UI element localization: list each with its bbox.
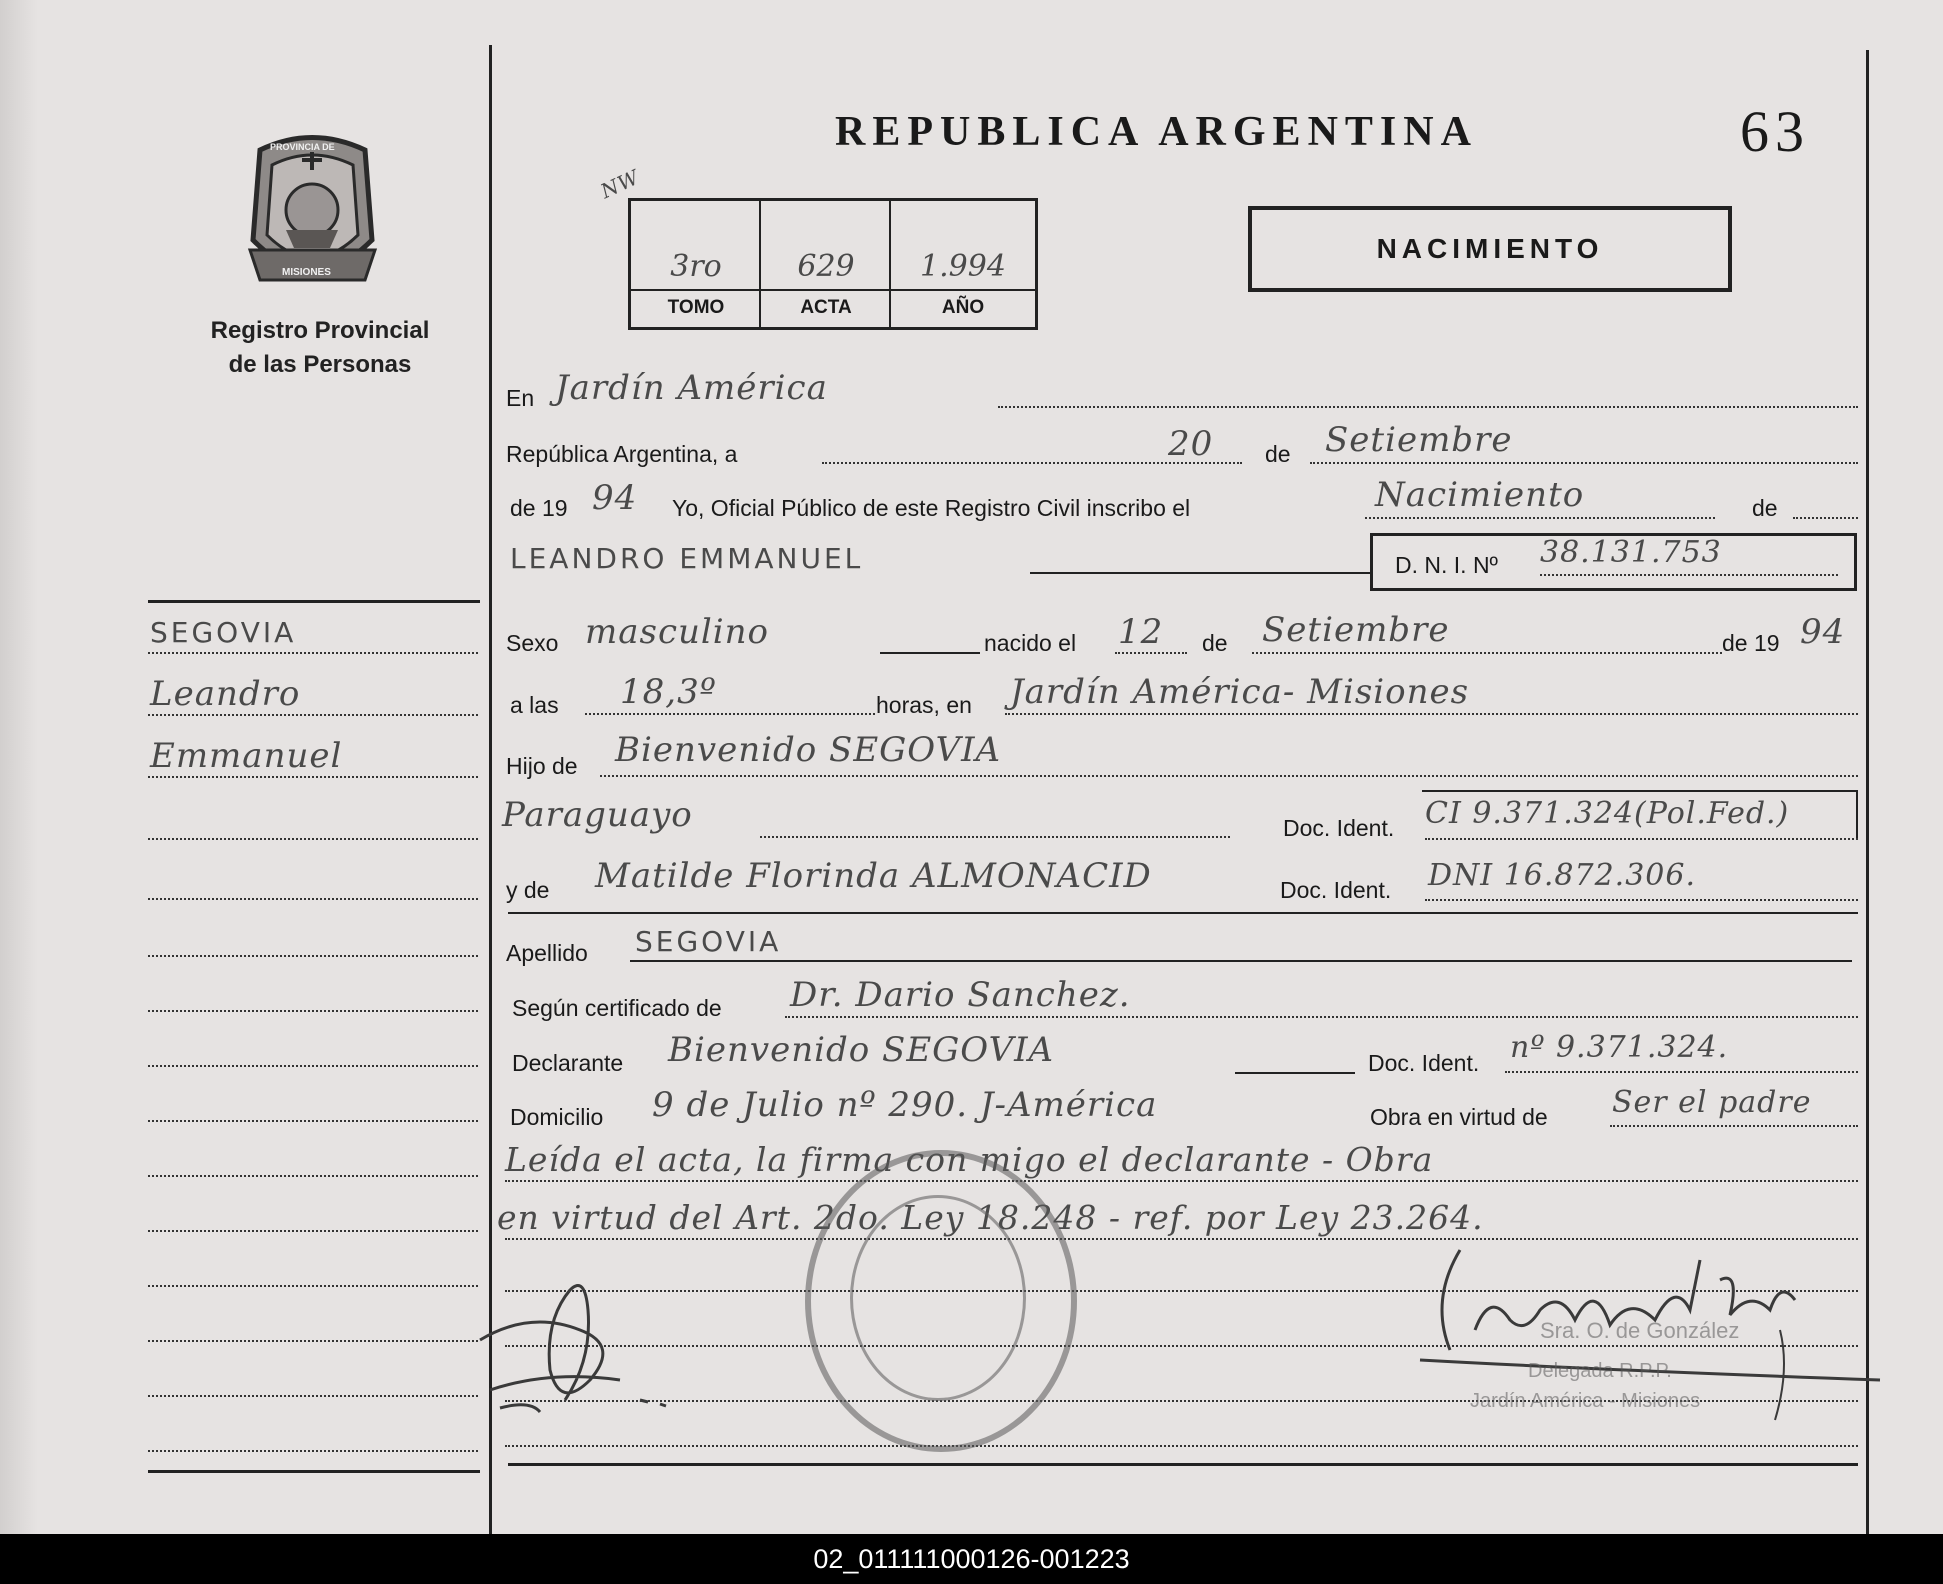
line-birth-time [585, 713, 875, 715]
value-place: Jardín América [555, 368, 828, 408]
label-de-2: de [1752, 495, 1778, 521]
value-remarks-1: Leída el acta, la firma con migo el declarante - Obra [505, 1140, 1434, 1179]
parents-rule [508, 912, 1858, 914]
value-certificate-by: Dr. Dario Sanchez. [790, 975, 1131, 1015]
margin-line [148, 1120, 478, 1122]
value-birth-place: Jardín América- Misiones [1010, 672, 1470, 712]
father-doc-box-side [1856, 790, 1858, 840]
value-sex: masculino [585, 612, 770, 652]
office-line-2: de las Personas [228, 351, 412, 378]
value-reg-year: 94 [592, 478, 638, 518]
line-reg-month [1310, 462, 1858, 464]
label-republica-a: República Argentina, a [506, 441, 738, 467]
label-declarante: Declarante [512, 1050, 624, 1076]
value-reg-day: 20 [1168, 424, 1214, 464]
form-type-box: NACIMIENTO [1248, 206, 1732, 292]
label-horas-en: horas, en [876, 692, 972, 718]
line-remarks-6 [505, 1445, 1858, 1447]
margin-line [148, 1065, 478, 1067]
line-remarks-1 [505, 1180, 1858, 1182]
value-father-doc: CI 9.371.324(Pol.Fed.) [1425, 796, 1790, 831]
label-segun-certificado: Según certificado de [512, 995, 722, 1021]
margin-line [148, 714, 478, 716]
margin-surname: SEGOVIA [150, 616, 297, 649]
margin-line [148, 776, 478, 778]
margin-first-name: Leandro [150, 674, 301, 714]
value-birth-time: 18,3º [620, 672, 717, 712]
tomo-label: TOMO [667, 297, 725, 318]
line-father [600, 775, 1858, 777]
line-given-names [1030, 572, 1370, 574]
label-domicilio: Domicilio [510, 1104, 604, 1130]
line-birth-place [1005, 713, 1858, 715]
value-declarant-doc: nº 9.371.324. [1510, 1030, 1729, 1065]
page-number: 63 [1740, 99, 1810, 164]
value-father-nationality: Paraguayo [502, 795, 693, 835]
margin-top-rule [148, 600, 480, 603]
value-reg-month: Setiembre [1325, 420, 1513, 460]
registry-office-name [170, 314, 470, 382]
line-certificate [785, 1016, 1858, 1018]
margin-second-name: Emmanuel [150, 736, 343, 776]
margin-line [148, 1285, 478, 1287]
line-mother-doc [1425, 899, 1858, 901]
line-act-type-end [1793, 517, 1858, 519]
label-de: de [1265, 441, 1291, 467]
value-mother-name: Matilde Florinda ALMONACID [595, 856, 1152, 896]
value-given-names: LEANDRO EMMANUEL [510, 542, 864, 575]
ano-label: AÑO [941, 297, 985, 318]
body-bottom-rule [508, 1463, 1858, 1466]
value-mother-doc: DNI 16.872.306. [1428, 858, 1696, 893]
emblem-bottom-text: MISIONES [282, 267, 331, 278]
declarant-signature-icon [470, 1270, 700, 1420]
label-a-las: a las [510, 692, 559, 718]
value-obra: Ser el padre [1612, 1085, 1812, 1120]
value-remarks-2: en virtud del Art. 2do. Ley 18.248 - ref. por Ley 23.264. [497, 1198, 1484, 1237]
margin-line [148, 1230, 478, 1232]
value-declarant: Bienvenido SEGOVIA [668, 1030, 1055, 1070]
line-declarant-doc [1505, 1071, 1858, 1073]
value-birth-year: 94 [1800, 612, 1846, 652]
emblem-top-text: PROVINCIA DE [270, 142, 335, 152]
line-birth-month [1252, 652, 1722, 654]
value-dni: 38.131.753 [1540, 535, 1722, 570]
margin-line [148, 1450, 478, 1452]
label-yo-oficial: Yo, Oficial Público de este Registro Civil inscribo el [672, 495, 1191, 521]
label-y-de: y de [506, 877, 550, 903]
line-act-type [1365, 517, 1715, 519]
line-declarant [1235, 1072, 1355, 1074]
margin-line [148, 1175, 478, 1177]
value-father-name: Bienvenido SEGOVIA [615, 730, 1002, 770]
label-de-19-2: de 19 [1722, 630, 1780, 656]
scan-footer-code: 02_011111000126-001223 [813, 1544, 1130, 1574]
ano-value: 1.994 [920, 249, 1006, 284]
page-title: REPUBLICA ARGENTINA [835, 109, 1478, 155]
line-obra [1610, 1125, 1858, 1127]
value-surname: SEGOVIA [635, 925, 782, 958]
label-hijo-de: Hijo de [506, 753, 578, 779]
label-nacido-el: nacido el [984, 630, 1077, 656]
official-seal-inner-ring [850, 1195, 1026, 1401]
value-birth-month: Setiembre [1262, 610, 1450, 650]
line-dni [1540, 574, 1838, 576]
label-sexo: Sexo [506, 630, 559, 656]
value-domicile: 9 de Julio nº 290. J-América [652, 1085, 1158, 1125]
line-nationality [760, 836, 1230, 838]
label-de-19: de 19 [510, 495, 568, 521]
label-en: En [506, 385, 535, 411]
page-edge-shadow [0, 0, 38, 1534]
stamp-official-title: Delegada R.P.P. [1528, 1360, 1672, 1382]
label-doc-ident-father: Doc. Ident. [1283, 815, 1395, 841]
value-birth-day: 12 [1118, 612, 1164, 652]
label-apellido: Apellido [506, 940, 588, 966]
office-line-1: Registro Provincial [210, 317, 430, 344]
margin-line [148, 955, 478, 957]
label-dni: D. N. I. Nº [1395, 552, 1498, 578]
line-en [998, 406, 1858, 408]
label-de-3: de [1202, 630, 1228, 656]
label-doc-ident-mother: Doc. Ident. [1280, 877, 1392, 903]
registry-number-box [628, 198, 1038, 330]
margin-line [148, 1010, 478, 1012]
acta-value: 629 [797, 249, 855, 284]
margin-line [148, 898, 478, 900]
registry-box-separator [631, 289, 1035, 291]
province-emblem-icon [240, 130, 385, 290]
stamp-official-location: Jardín América - Misiones [1470, 1390, 1701, 1412]
label-obra-en-virtud: Obra en virtud de [1370, 1104, 1548, 1130]
margin-line [148, 1340, 478, 1342]
margin-line [148, 838, 478, 840]
margin-line [148, 652, 478, 654]
line-birth-day [1115, 652, 1187, 654]
value-act-type: Nacimiento [1375, 475, 1585, 515]
father-doc-box-top [1422, 790, 1858, 792]
tomo-value: 3ro [670, 249, 722, 284]
line-sex [880, 652, 980, 654]
label-doc-ident-declarant: Doc. Ident. [1368, 1050, 1480, 1076]
margin-line [148, 1395, 478, 1397]
acta-label: ACTA [800, 297, 852, 318]
stamp-official-name: Sra. O. de González [1540, 1318, 1740, 1343]
line-father-doc [1425, 838, 1858, 840]
margin-bottom-rule [148, 1470, 480, 1473]
line-surname [630, 960, 1852, 962]
corner-mark: NW [596, 164, 644, 204]
